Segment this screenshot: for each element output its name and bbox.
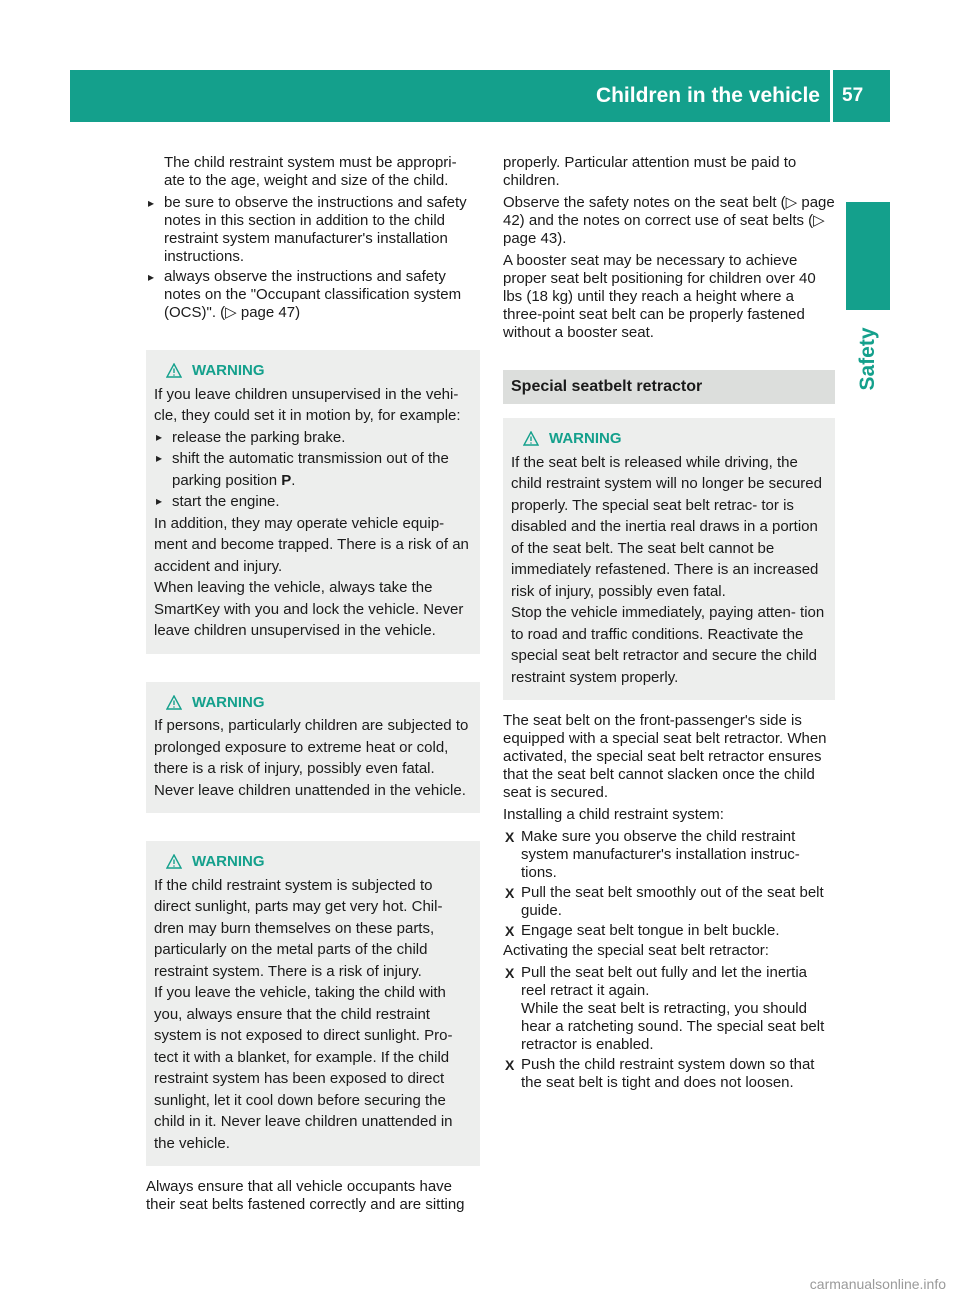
body-text: A booster seat may be necessary to achieve proper seat belt positioning for children over 40 lbs (18 kg) until they reach a height where a three-point seat belt can be properly fastened without a booster seat. bbox=[503, 252, 816, 341]
list-item: X Engage seat belt tongue in belt buckle. bbox=[503, 922, 835, 940]
list-item: X Make sure you observe the child restraint system manufacturer's installation instruc- tions. bbox=[503, 828, 835, 882]
list-item: X Pull the seat belt smoothly out of the seat belt guide. bbox=[503, 884, 835, 920]
warning-text: If the child restraint system is subjected to direct sunlight, parts may get very hot. Chil- dren may burn themselves on these parts, particularly on the metal parts of the child restraint system. There is a risk of injury. bbox=[154, 876, 443, 980]
warning-text: When leaving the vehicle, always take the SmartKey with you and lock the vehicle. Never leave children unsupervised in the vehicle. bbox=[154, 579, 464, 639]
warning-triangle-icon bbox=[523, 431, 539, 446]
list-item: ▸ be sure to observe the instructions and safety notes in this section in addition to the child restraint system manufacturer's installation instructions. bbox=[146, 194, 480, 266]
warning-text: If you leave children unsupervised in the vehi- cle, they could set it in motion by, for example: bbox=[154, 385, 461, 424]
body-text: properly. Particular attention must be paid to children. bbox=[503, 154, 797, 189]
right-column bbox=[503, 154, 835, 1094]
list-item: ▸ start the engine. bbox=[154, 491, 472, 513]
header-separator bbox=[830, 70, 833, 122]
list-item: X Push the child restraint system down so that the seat belt is tight and does not loosen. bbox=[503, 1056, 835, 1092]
left-column bbox=[146, 154, 480, 1218]
warning-text: Stop the vehicle immediately, paying atten- tion to road and traffic conditions. Reactivate the special seat belt retractor and secure the child restraint system properly. bbox=[511, 604, 825, 686]
warning-header: WARNING bbox=[523, 428, 827, 450]
activate-steps bbox=[503, 964, 835, 1092]
list-item: X Pull the seat belt out fully and let the inertia reel retract it again. While the seat belt is retracting, you should hear a ratcheting sound. The special seat belt retractor is enabled. bbox=[503, 964, 835, 1054]
warning-box-1 bbox=[146, 350, 480, 654]
warning-box-3 bbox=[146, 841, 480, 1166]
warning-triangle-icon bbox=[166, 695, 182, 710]
list-item: ▸ release the parking brake. bbox=[154, 427, 472, 449]
header-bar bbox=[70, 70, 890, 122]
side-tab-block bbox=[846, 202, 890, 310]
list-item: ▸ always observe the instructions and safety notes on the "Occupant classification system (OCS)". (▷ page 47) bbox=[146, 268, 480, 322]
chapter-title: Children in the vehicle bbox=[595, 84, 820, 107]
watermark: carmanualsonline.info bbox=[809, 1276, 946, 1292]
warning-header: WARNING bbox=[166, 692, 472, 714]
closing-text: Always ensure that all vehicle occupants have their seat belts fastened correctly and are sitting bbox=[146, 1178, 465, 1213]
intro-bullets bbox=[146, 194, 480, 322]
warning-triangle-icon bbox=[166, 363, 182, 378]
warning-text: If persons, particularly children are subjected to prolonged exposure to extreme heat or cold, there is a risk of injury, possibly even fatal. Never leave children unattended in the vehicle. bbox=[154, 717, 469, 799]
body-text: Activating the special seat belt retractor: bbox=[503, 942, 769, 959]
body-text: Observe the safety notes on the seat belt (▷ page 42) and the notes on correct use of seat belts (▷ page 43). bbox=[503, 194, 835, 247]
warning-text: In addition, they may operate vehicle equip- ment and become trapped. There is a risk of an accident and injury. bbox=[154, 514, 469, 575]
install-steps bbox=[503, 828, 835, 940]
warning-text: If the seat belt is released while driving, the child restraint system will no longer be secured properly. The special seat belt retrac- tor is disabled and the inertia real draws in a portion of the seat belt. The seat belt cannot be immediately refastened. There is an increased risk of injury, possibly even fatal. bbox=[511, 453, 822, 600]
warning-text: If you leave the vehicle, taking the child with you, always ensure that the child restraint system is not exposed to direct sunlight. Pro- tect it with a blanket, for example. If the child restraint system has been exposed to direct sunlight, let it cool down before securing the child in it. Never leave children unattended in the vehicle. bbox=[154, 984, 453, 1152]
body-text: Installing a child restraint system: bbox=[503, 806, 724, 823]
intro-text: The child restraint system must be appropri- ate to the age, weight and size of the child. bbox=[164, 154, 457, 189]
warning-triangle-icon bbox=[166, 854, 182, 869]
warning-header: WARNING bbox=[166, 360, 472, 382]
section-title: Special seatbelt retractor bbox=[503, 370, 835, 404]
list-item: ▸ shift the automatic transmission out of the parking position P. bbox=[154, 448, 472, 491]
warning-list bbox=[154, 427, 472, 513]
side-tab-label: Safety bbox=[856, 327, 879, 391]
warning-box-2 bbox=[146, 682, 480, 814]
body-text: The seat belt on the front-passenger's side is equipped with a special seat belt retractor. When activated, the special seat belt retractor ensures that the seat belt cannot slacken once the child seat is secured. bbox=[503, 712, 827, 801]
warning-box-4 bbox=[503, 418, 835, 700]
warning-header: WARNING bbox=[166, 851, 472, 873]
page-number: 57 bbox=[842, 85, 864, 106]
